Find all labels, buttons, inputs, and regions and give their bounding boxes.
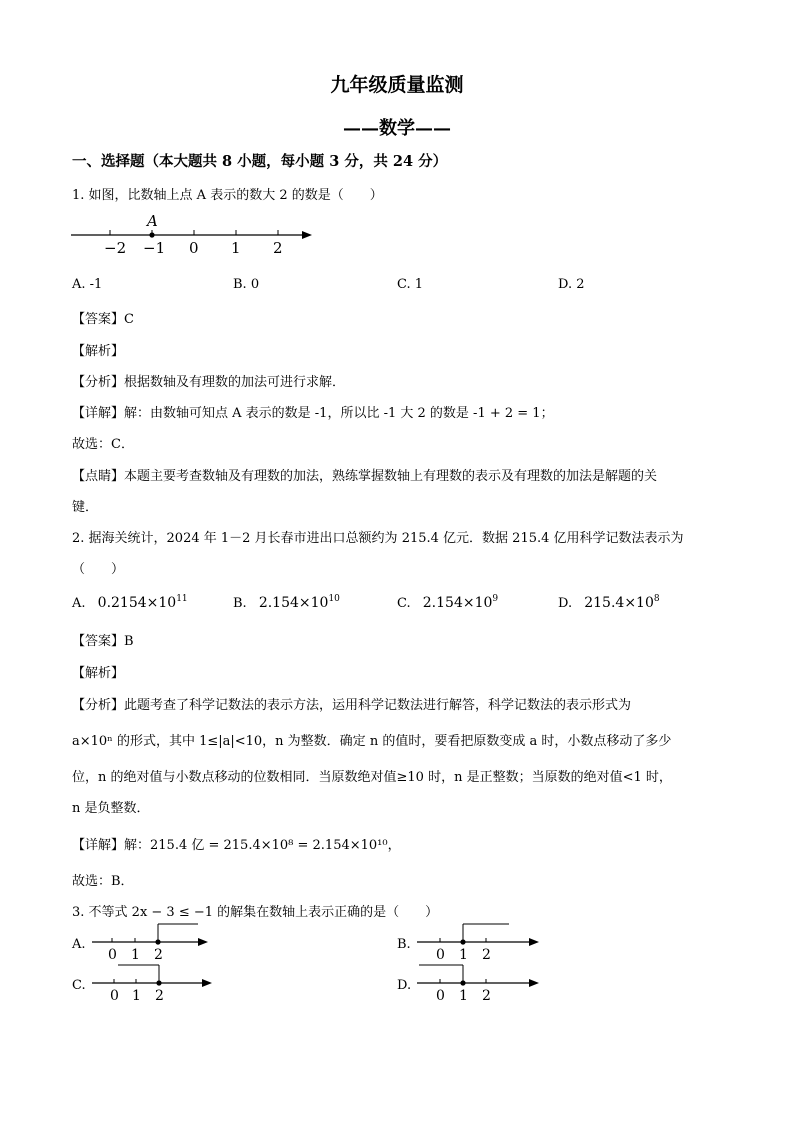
- option-b[interactable]: B. 0: [233, 277, 260, 292]
- q3-option-d-number-line[interactable]: [413, 963, 548, 1003]
- point-a-dot: [149, 232, 154, 237]
- option-a[interactable]: [72, 594, 188, 611]
- q3-option-c-label[interactable]: C.: [72, 978, 86, 993]
- option-value: 0.2154×10: [97, 595, 177, 611]
- q3-option-b-number-line[interactable]: [413, 922, 548, 962]
- option-a[interactable]: A. -1: [72, 277, 103, 292]
- solution-text: 【详解】解：由数轴可知点 A 表示的数是 -1，所以比 -1 大 2 的数是 -1 + 2 = 1；: [72, 406, 554, 421]
- option-d[interactable]: [558, 594, 660, 611]
- solution-text: 【详解】解：215.4 亿 = 215.4×10⁸ = 2.154×10¹⁰，: [72, 838, 401, 853]
- analysis-heading: 【解析】: [72, 344, 125, 359]
- option-exponent: 8: [653, 594, 660, 604]
- q3-option-c-number-line[interactable]: [88, 963, 218, 1003]
- q2-stem: （ ）: [72, 562, 125, 577]
- option-c[interactable]: [397, 594, 498, 611]
- svg-text:2: 2: [482, 947, 491, 962]
- option-exponent: 10: [328, 594, 340, 604]
- q1-stem: 1. 如图，比数轴上点 A 表示的数大 2 的数是（ ）: [72, 188, 383, 203]
- option-label: B.: [233, 596, 247, 611]
- comment-text: 【点睛】本题主要考查数轴及有理数的加法，熟练掌握数轴上有理数的表示及有理数的加法是解题的关: [72, 469, 658, 484]
- point-a-label: A: [147, 212, 158, 230]
- choice-text: 故选：B．: [72, 874, 134, 889]
- tick-label: 1: [231, 239, 241, 257]
- q3-option-b-label[interactable]: B.: [397, 937, 411, 952]
- tick-label: 0: [189, 239, 199, 257]
- choice-text: 故选：C．: [72, 437, 134, 452]
- svg-text:0: 0: [110, 988, 119, 1003]
- svg-text:0: 0: [108, 947, 117, 962]
- solid-dot: [460, 980, 465, 985]
- option-b[interactable]: [233, 594, 340, 611]
- axis-arrow: [302, 231, 312, 239]
- section-heading: 一、选择题（本大题共 8 小题，每小题 3 分，共 24 分）: [72, 153, 448, 170]
- option-exponent: 11: [176, 594, 188, 604]
- option-value: 2.154×10: [422, 595, 493, 611]
- svg-text:0: 0: [436, 947, 445, 962]
- solid-dot: [155, 939, 160, 944]
- q3-option-a-number-line[interactable]: [88, 922, 218, 962]
- tick-label: −1: [143, 239, 166, 257]
- svg-text:0: 0: [436, 988, 445, 1003]
- analysis-text: 位，n 的绝对值与小数点移动的位数相同．当原数绝对值≥10 时，n 是正整数；当原数的绝对值<1 时，: [72, 770, 672, 785]
- svg-text:1: 1: [131, 947, 140, 962]
- q1-number-line: [68, 210, 318, 260]
- q3-stem: 3. 不等式 2x − 3 ≤ −1 的解集在数轴上表示正确的是（ ）: [72, 905, 439, 920]
- option-value: 2.154×10: [258, 595, 329, 611]
- option-exponent: 9: [492, 594, 499, 604]
- svg-text:1: 1: [132, 988, 141, 1003]
- tick-label: 2: [273, 239, 283, 257]
- answer: 【答案】C: [72, 312, 134, 327]
- option-label: C.: [397, 596, 411, 611]
- analysis-text: n 是负整数．: [72, 801, 150, 816]
- subject-title: ——数学——: [343, 118, 451, 139]
- svg-text:1: 1: [459, 947, 468, 962]
- answer: 【答案】B: [72, 634, 134, 649]
- analysis-heading: 【解析】: [72, 666, 125, 681]
- q2-stem: 2. 据海关统计，2024 年 1－2 月长春市进出口总额约为 215.4 亿元．数据 215.4 亿用科学记数法表示为: [72, 531, 684, 546]
- solid-dot: [460, 939, 465, 944]
- solid-dot: [156, 980, 161, 985]
- option-c[interactable]: C. 1: [397, 277, 424, 292]
- option-d[interactable]: D. 2: [558, 277, 585, 292]
- page-title: 九年级质量监测: [330, 74, 464, 96]
- svg-text:2: 2: [482, 988, 491, 1003]
- analysis-text: 【分析】此题考查了科学记数法的表示方法，运用科学记数法进行解答，科学记数法的表示形式为: [72, 698, 632, 713]
- q3-option-d-label[interactable]: D.: [397, 978, 412, 993]
- svg-text:1: 1: [459, 988, 468, 1003]
- svg-text:2: 2: [154, 947, 163, 962]
- tick-label: −2: [104, 239, 127, 257]
- option-value: 215.4×10: [584, 595, 654, 611]
- option-label: D.: [558, 596, 573, 611]
- q3-option-a-label[interactable]: A.: [72, 937, 86, 952]
- analysis-text: a×10ⁿ 的形式，其中 1≤|a|<10，n 为整数．确定 n 的值时，要看把原数变成 a 时，小数点移动了多少: [72, 734, 672, 749]
- analysis-text: 【分析】根据数轴及有理数的加法可进行求解．: [72, 375, 346, 390]
- option-label: A.: [72, 596, 86, 611]
- svg-text:2: 2: [155, 988, 164, 1003]
- comment-text: 键．: [72, 500, 99, 515]
